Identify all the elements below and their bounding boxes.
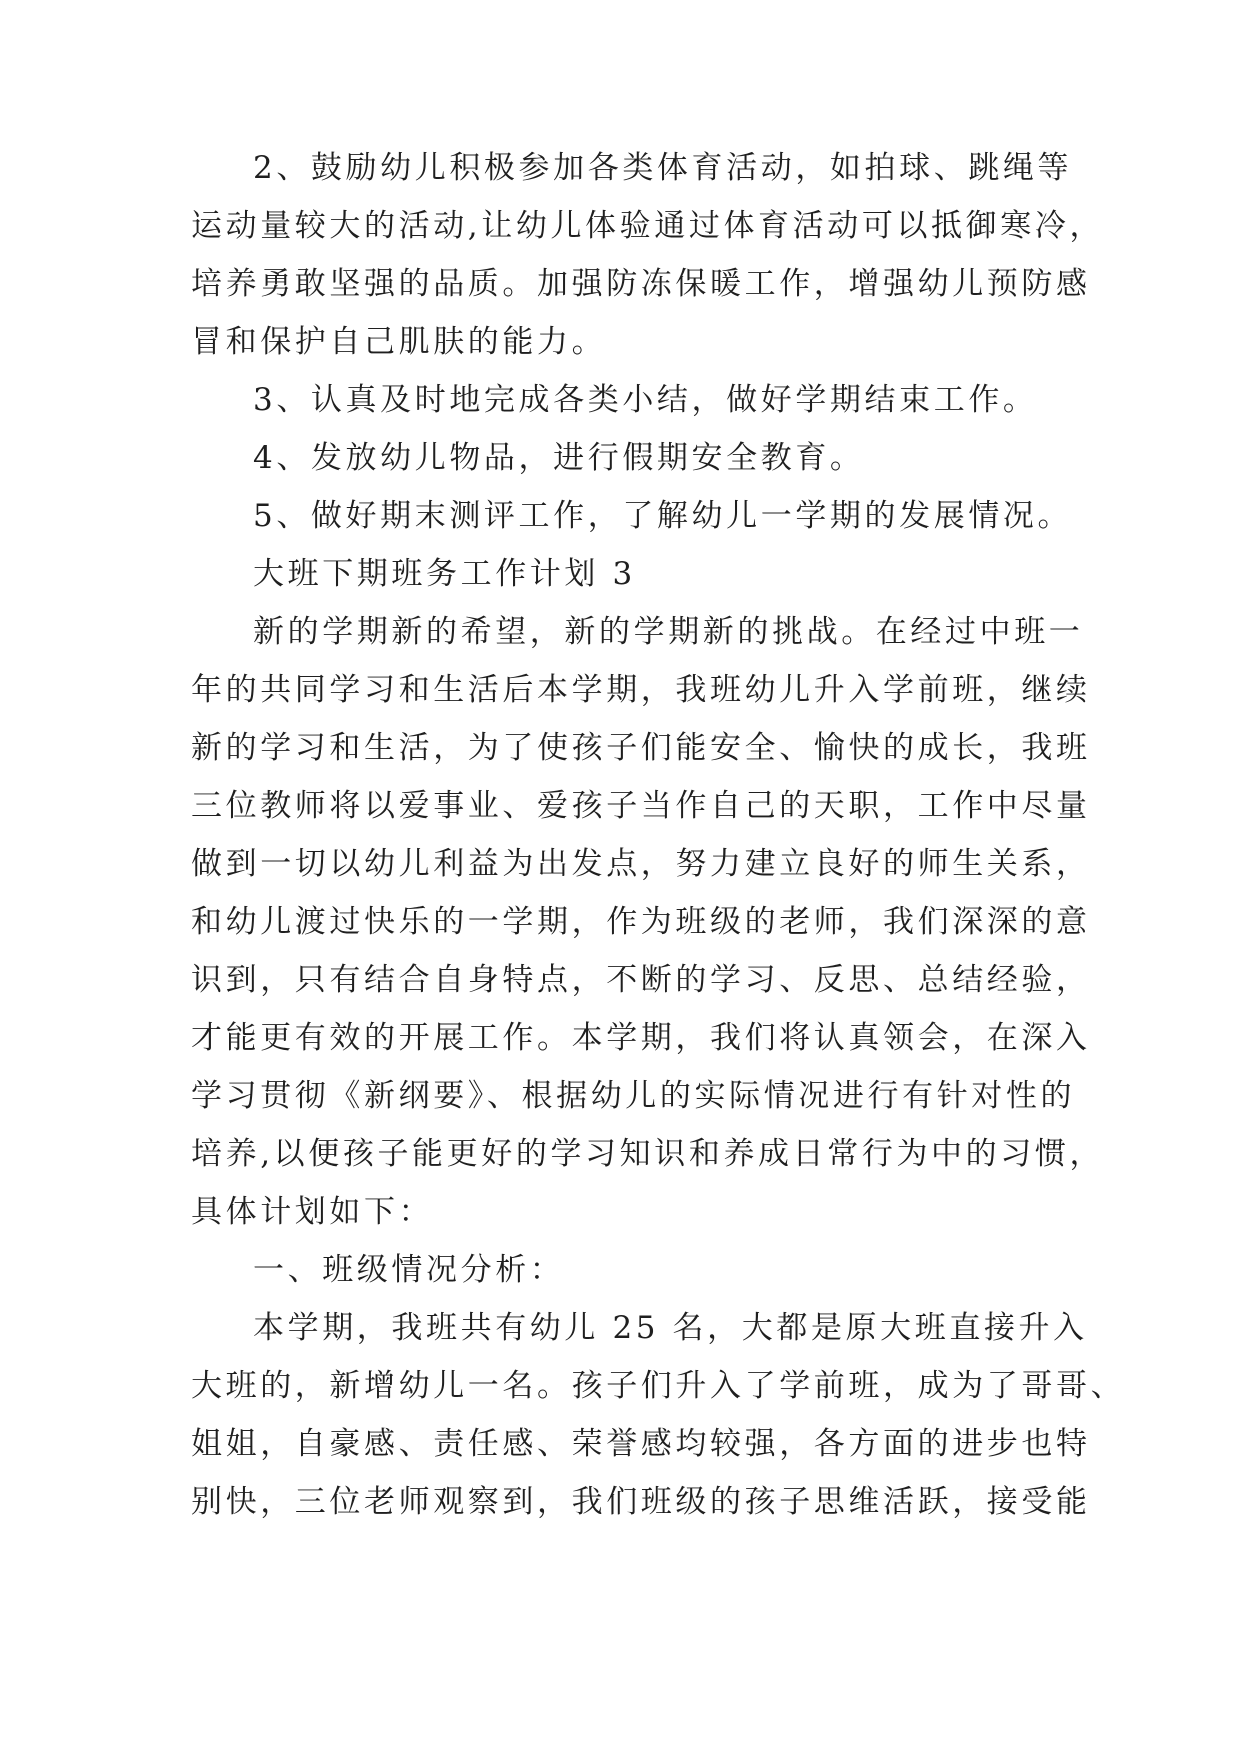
text-line: 冒和保护自己肌肤的能力。 xyxy=(191,324,607,360)
text-line: 年的共同学习和生活后本学期，我班幼儿升入学前班，继续 xyxy=(191,672,1091,708)
text-line: 识到，只有结合自身特点，不断的学习、反思、总结经验， xyxy=(191,962,1091,998)
text-line: 具体计划如下： xyxy=(191,1194,434,1230)
text-line: 本学期，我班共有幼儿 25 名，大都是原大班直接升入 xyxy=(253,1310,1088,1346)
text-line: 新的学期新的希望，新的学期新的挑战。在经过中班一 xyxy=(253,614,1084,650)
section-heading: 一、班级情况分析： xyxy=(253,1252,565,1288)
text-line: 姐姐，自豪感、责任感、荣誉感均较强，各方面的进步也特 xyxy=(191,1426,1091,1462)
text-line: 才能更有效的开展工作。本学期，我们将认真领会，在深入 xyxy=(191,1020,1091,1056)
text-line: 新的学习和生活，为了使孩子们能安全、愉快的成长，我班 xyxy=(191,730,1091,766)
text-line: 运动量较大的活动,让幼儿体验通过体育活动可以抵御寒冷， xyxy=(191,208,1105,244)
text-line: 做到一切以幼儿利益为出发点，努力建立良好的师生关系， xyxy=(191,846,1091,882)
text-line: 三位教师将以爱事业、爱孩子当作自己的天职，工作中尽量 xyxy=(191,788,1091,824)
text-line: 和幼儿渡过快乐的一学期，作为班级的老师，我们深深的意 xyxy=(191,904,1091,940)
text-line: 3、认真及时地完成各类小结，做好学期结束工作。 xyxy=(253,382,1038,418)
text-line: 学习贯彻《新纲要》、根据幼儿的实际情况进行有针对性的 xyxy=(191,1078,1076,1114)
text-line: 2、鼓励幼儿积极参加各类体育活动，如拍球、跳绳等 xyxy=(253,150,1073,186)
text-line: 培养,以便孩子能更好的学习知识和养成日常行为中的习惯， xyxy=(191,1136,1105,1172)
text-line: 大班的，新增幼儿一名。孩子们升入了学前班，成为了哥哥、 xyxy=(191,1368,1126,1404)
text-line: 培养勇敢坚强的品质。加强防冻保暖工作，增强幼儿预防感 xyxy=(191,266,1091,302)
text-line: 4、发放幼儿物品，进行假期安全教育。 xyxy=(253,440,865,476)
section-heading: 大班下期班务工作计划 3 xyxy=(253,556,636,592)
text-line: 别快，三位老师观察到，我们班级的孩子思维活跃，接受能 xyxy=(191,1484,1091,1520)
text-line: 5、做好期末测评工作，了解幼儿一学期的发展情况。 xyxy=(253,498,1073,534)
